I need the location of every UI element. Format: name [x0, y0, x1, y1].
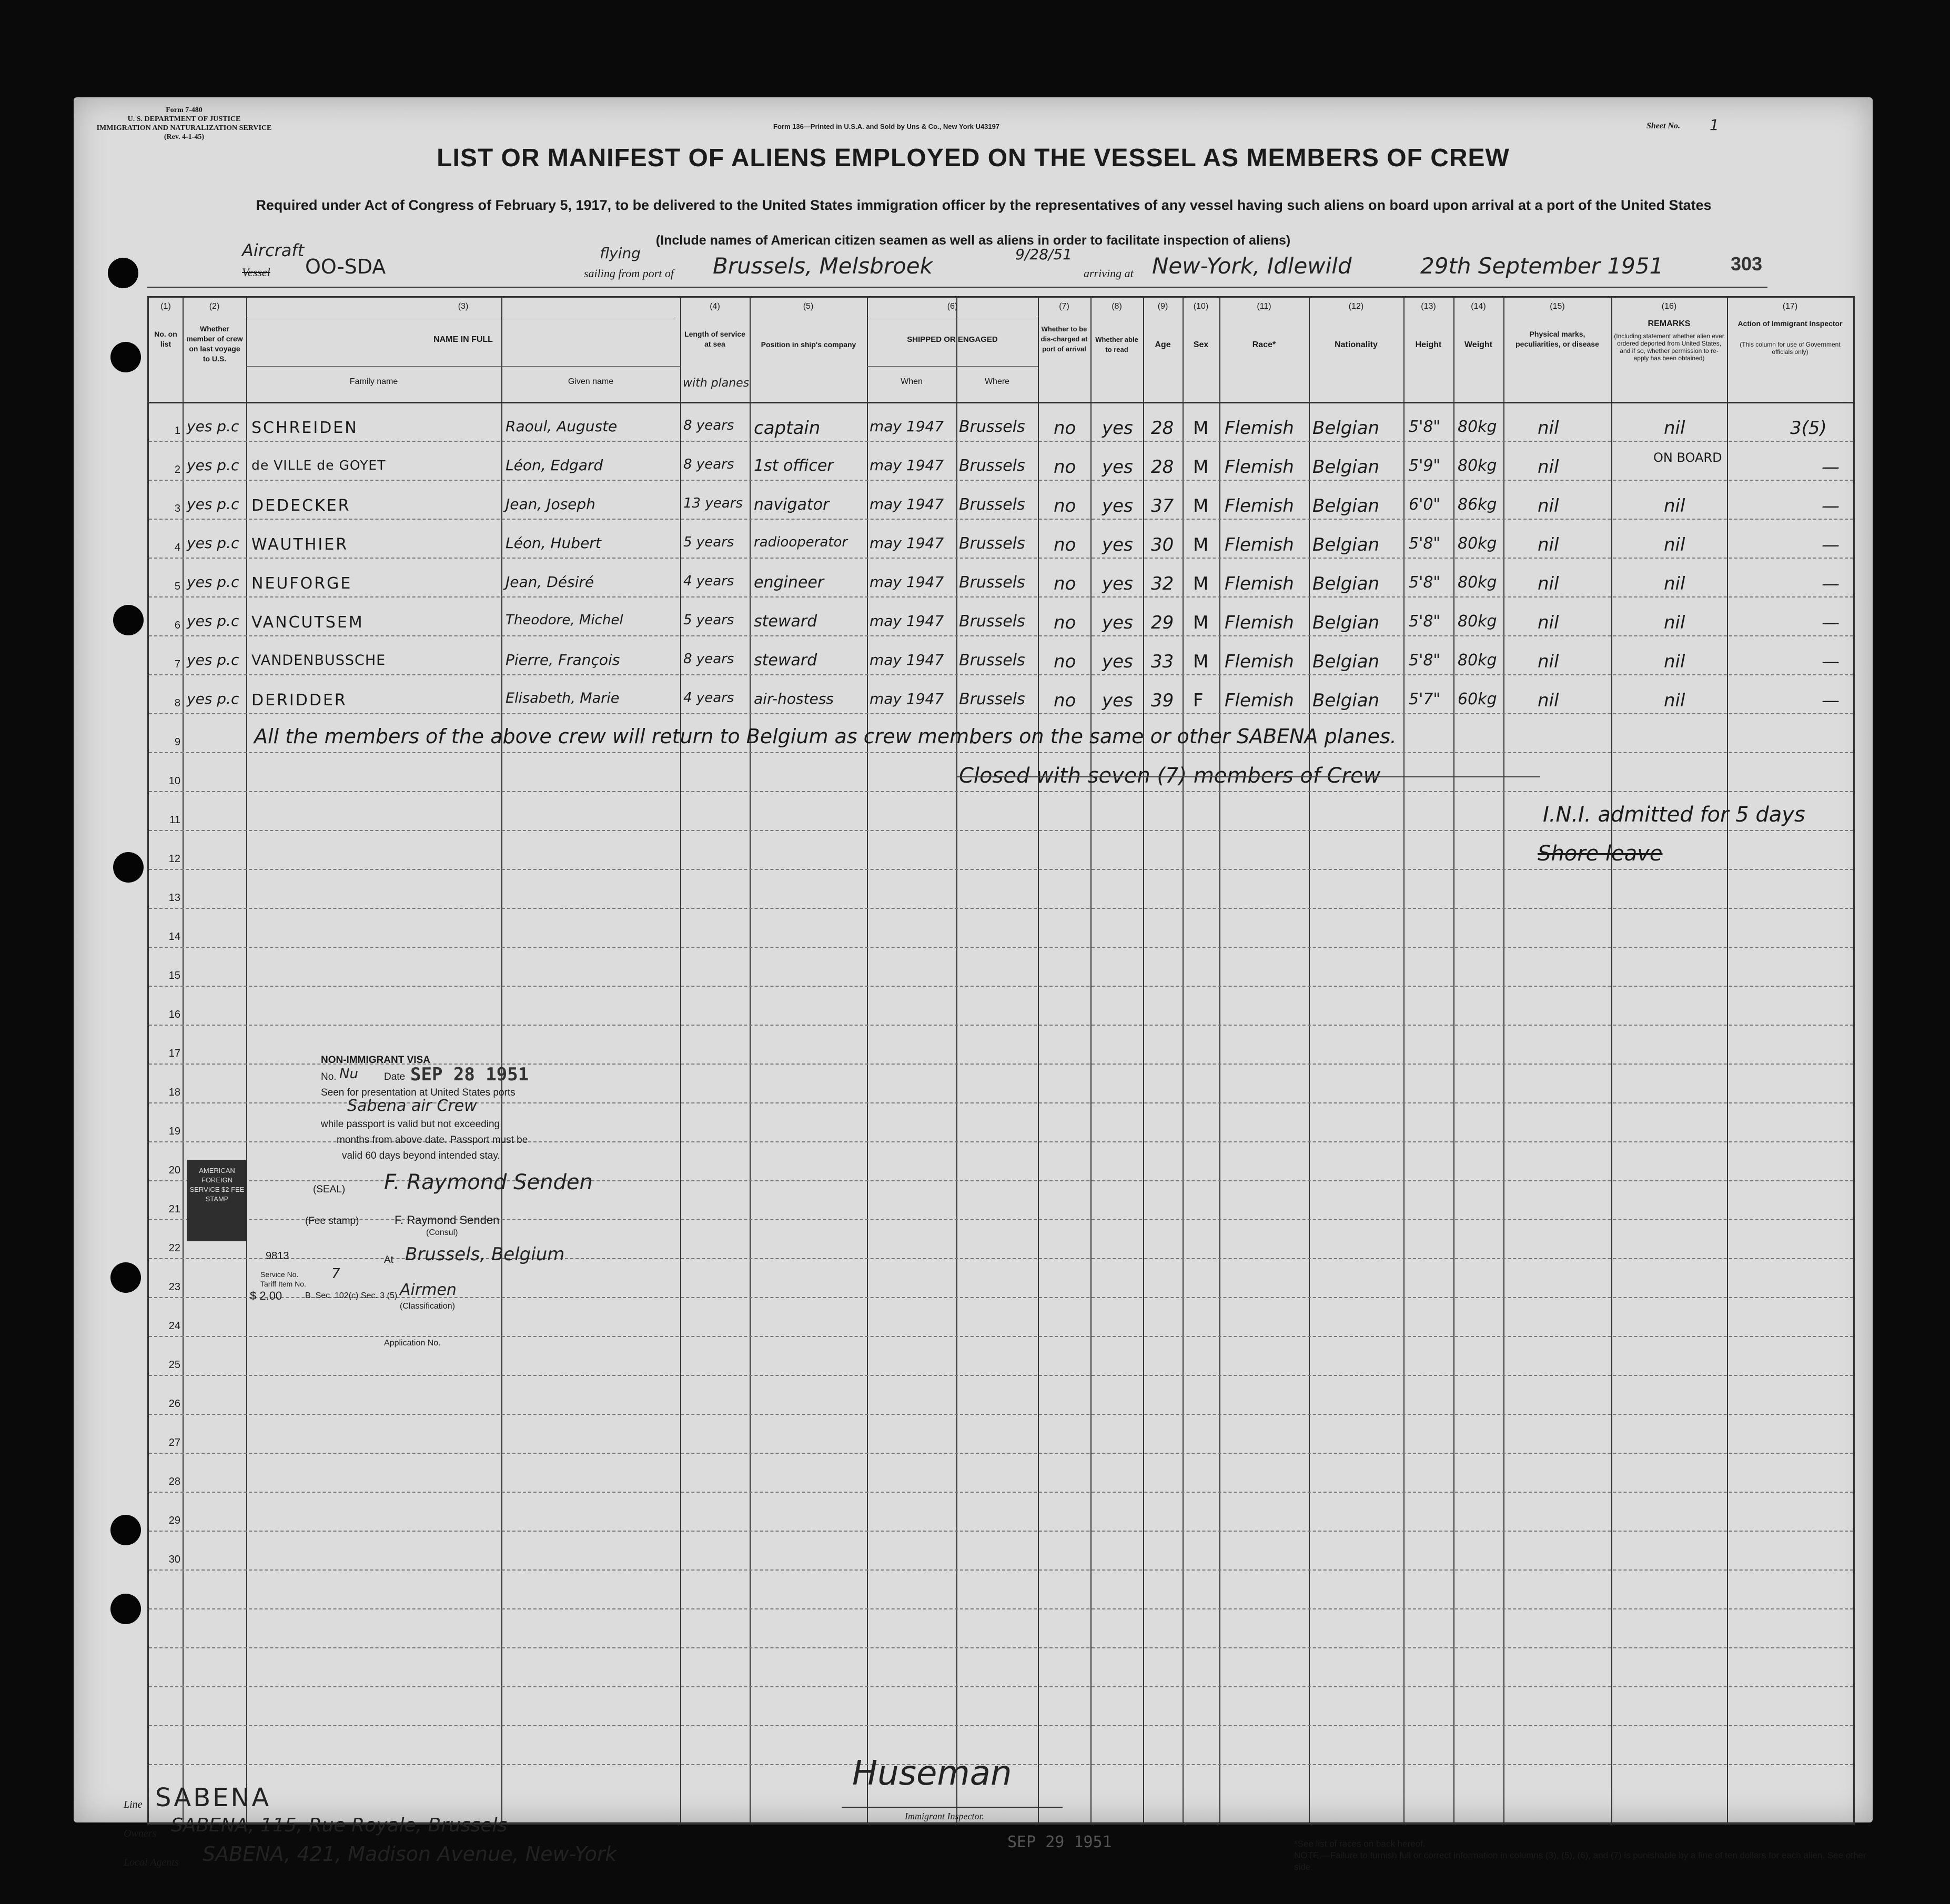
sheet-number: 1	[1710, 116, 1719, 134]
col12-number: (12)	[1348, 302, 1364, 311]
row-number: 30	[168, 1554, 180, 1565]
age-cell: 33	[1151, 651, 1174, 672]
footnote	[1294, 1838, 1867, 1873]
where-cell: Brussels	[959, 573, 1025, 592]
given-name-cell: Pierre, François	[506, 651, 620, 669]
application-label: Application No.	[384, 1339, 441, 1348]
discharged-cell: no	[1054, 495, 1076, 516]
last-voyage-cell: yes p.c	[187, 457, 239, 474]
col8-heading: Whether able to read	[1095, 336, 1138, 353]
when-cell: may 1947	[870, 612, 944, 630]
visa-line3: months from above date. Passport must be	[337, 1135, 528, 1146]
nationality-cell: Belgian	[1312, 418, 1380, 439]
col2-heading: Whether member of crew on last voyage to U.S.	[186, 325, 243, 363]
col10-number: (10)	[1193, 302, 1209, 311]
height-cell: 5'8"	[1409, 651, 1441, 670]
read-cell: yes	[1102, 612, 1133, 633]
race-cell: Flemish	[1225, 651, 1294, 672]
where-cell: Brussels	[959, 495, 1025, 514]
fee-stamp-icon	[187, 1160, 247, 1241]
row-number: 26	[168, 1398, 180, 1410]
shore-leave-note: Shore leave	[1538, 842, 1663, 866]
col17-heading: Action of Immigrant Inspector	[1737, 319, 1843, 328]
visa-date-label: Date	[384, 1071, 406, 1082]
service-cell: 5 years	[683, 534, 734, 550]
non-immigrant-visa-stamp	[226, 1055, 700, 1396]
age-cell: 28	[1151, 418, 1174, 439]
service-cell: 5 years	[683, 612, 734, 628]
last-voyage-cell: yes p.c	[187, 690, 239, 707]
admission-note: I.N.I. admitted for 5 days	[1543, 803, 1805, 827]
col5-heading: Position in ship's company	[761, 340, 856, 349]
action-cell: —	[1822, 457, 1840, 478]
col11-number: (11)	[1257, 302, 1271, 311]
col1-number: (1)	[160, 302, 171, 311]
action-cell: —	[1822, 651, 1840, 672]
discharged-cell: no	[1054, 690, 1076, 711]
last-voyage-cell: yes p.c	[187, 495, 239, 513]
col14-number: (14)	[1471, 302, 1486, 311]
service-cell: 4 years	[683, 690, 734, 706]
position-cell: engineer	[754, 573, 824, 592]
binder-hole	[113, 852, 144, 883]
row-number: 8	[174, 697, 180, 709]
col5-number: (5)	[803, 302, 814, 311]
last-voyage-cell: yes p.c	[187, 418, 239, 435]
col16-heading: REMARKS	[1648, 319, 1691, 328]
row-number: 14	[168, 931, 180, 943]
sex-cell: M	[1193, 534, 1209, 555]
row-number: 2	[174, 464, 180, 475]
col9-heading: Age	[1155, 340, 1171, 349]
col17-number: (17)	[1782, 302, 1798, 311]
row-number: 10	[168, 775, 180, 787]
col10-heading: Sex	[1193, 340, 1209, 349]
last-voyage-cell: yes p.c	[187, 573, 239, 591]
sex-cell: M	[1193, 573, 1209, 594]
line-value: SABENA	[155, 1783, 271, 1812]
row-number: 9	[174, 736, 180, 748]
when-cell: may 1947	[870, 534, 944, 552]
marks-cell: nil	[1538, 495, 1559, 516]
footnote-races: *See list of races on back hereof.	[1294, 1839, 1426, 1849]
row-number: 11	[169, 814, 180, 826]
col2-number: (2)	[209, 302, 220, 311]
given-name-cell: Léon, Hubert	[506, 534, 601, 552]
line-label: Line	[124, 1799, 143, 1810]
discharged-cell: no	[1054, 612, 1076, 633]
action-cell: —	[1822, 534, 1840, 555]
where-heading: Where	[984, 377, 1010, 386]
inspector-label: Immigrant Inspector.	[905, 1811, 984, 1821]
when-cell: may 1947	[870, 418, 944, 435]
weight-cell: 86kg	[1458, 495, 1497, 514]
when-cell: may 1947	[870, 651, 944, 669]
form-print-line: Form 136—Printed in U.S.A. and Sold by Uns & Co., New York U43197	[773, 123, 1000, 130]
discharged-cell: no	[1054, 651, 1076, 672]
col14-heading: Weight	[1464, 340, 1493, 349]
given-name-heading: Given name	[568, 377, 614, 386]
marks-cell: nil	[1538, 651, 1559, 672]
inspector-rule	[842, 1807, 1063, 1808]
position-cell: steward	[754, 651, 817, 670]
marks-cell: nil	[1538, 612, 1559, 633]
sex-cell: M	[1193, 651, 1209, 672]
col12-heading: Nationality	[1335, 340, 1378, 349]
action-cell: 3(5)	[1790, 418, 1827, 439]
row-number: 13	[168, 892, 180, 904]
weight-cell: 80kg	[1458, 573, 1497, 592]
binder-hole	[108, 258, 138, 288]
visa-header: NON-IMMIGRANT VISA	[321, 1055, 430, 1066]
document-subnote: (Include names of American citizen seamen as well as aliens in order to facilitate inspection of aliens)	[655, 233, 1291, 248]
nationality-cell: Belgian	[1312, 457, 1380, 478]
col9-number: (9)	[1157, 302, 1168, 311]
when-cell: may 1947	[870, 690, 944, 707]
family-name-cell: DERIDDER	[251, 691, 347, 710]
sailing-label: sailing from port of	[584, 267, 674, 280]
height-cell: 5'8"	[1409, 534, 1441, 553]
height-cell: 5'9"	[1409, 457, 1441, 475]
row-number: 24	[168, 1320, 180, 1332]
height-cell: 5'8"	[1409, 612, 1441, 631]
col4-heading: Length of service at sea	[684, 330, 745, 348]
read-cell: yes	[1102, 495, 1133, 516]
visa-classification-label: (Classification)	[400, 1302, 455, 1311]
remarks-cell: nil	[1664, 418, 1685, 439]
row-number: 6	[174, 620, 180, 631]
sex-cell: M	[1193, 495, 1209, 516]
service-cell: 8 years	[683, 457, 734, 472]
service-no-label: Service No.	[260, 1270, 299, 1279]
remarks-cell: nil	[1664, 534, 1685, 555]
col4-number: (4)	[710, 302, 720, 311]
position-cell: radiooperator	[754, 534, 848, 550]
col15-number: (15)	[1550, 302, 1565, 311]
consul-name: F. Raymond Senden	[395, 1213, 500, 1227]
vessel-prefix: Aircraft	[242, 240, 305, 260]
visa-line1: Seen for presentation at United States ports	[321, 1087, 516, 1098]
row-number: 28	[168, 1476, 180, 1487]
discharged-cell: no	[1054, 534, 1076, 555]
binder-hole	[110, 342, 141, 372]
action-cell: —	[1822, 612, 1840, 633]
discharged-cell: no	[1054, 573, 1076, 594]
given-name-cell: Theodore, Michel	[506, 612, 623, 628]
row-number: 19	[168, 1126, 180, 1137]
race-cell: Flemish	[1225, 573, 1294, 594]
row-number: 29	[168, 1515, 180, 1526]
when-cell: may 1947	[870, 573, 944, 591]
weight-cell: 80kg	[1458, 534, 1497, 553]
row-number: 27	[168, 1437, 180, 1449]
arrival-date: 29th September 1951	[1420, 253, 1664, 279]
row-number: 4	[174, 542, 180, 553]
sailing-date: 9/28/51	[1015, 246, 1072, 263]
nationality-cell: Belgian	[1312, 573, 1380, 594]
read-cell: yes	[1102, 651, 1133, 672]
where-cell: Brussels	[959, 612, 1025, 631]
row-number: 17	[168, 1048, 180, 1059]
col8-number: (8)	[1112, 302, 1122, 311]
col6-number: (6)	[947, 302, 958, 311]
col7-number: (7)	[1059, 302, 1069, 311]
consul-signature: F. Raymond Senden	[384, 1170, 593, 1194]
fee-stamp-label: (Fee stamp)	[305, 1216, 359, 1227]
col16-subheading: (Including statement whether alien ever ordered deported from United States, and if so, whether permission to re-apply has been obtained)	[1614, 332, 1724, 362]
binder-hole	[110, 1515, 141, 1545]
age-cell: 39	[1151, 690, 1174, 711]
visa-line2: while passport is valid but not exceeding	[321, 1119, 500, 1130]
document-subtitle: Required under Act of Congress of February 5, 1917, to be delivered to the United States immigration officer by the representatives of any vessel having such aliens on board upon arrival at a port of the United States	[256, 197, 1712, 213]
agents-label: Local Agents	[124, 1857, 179, 1868]
visa-at-label: At	[384, 1254, 393, 1265]
col3-number: (3)	[458, 302, 469, 311]
arriving-label: arriving at	[1084, 267, 1134, 280]
nationality-cell: Belgian	[1312, 651, 1380, 672]
inspector-date-stamp: SEP 29 1951	[1007, 1833, 1112, 1851]
agents-value: SABENA, 421, Madison Avenue, New-York	[203, 1842, 617, 1866]
consul-label: (Consul)	[426, 1228, 458, 1237]
remarks-cell: nil	[1664, 690, 1685, 711]
col17-subheading: (This column for use of Government officials only)	[1740, 341, 1841, 356]
marks-cell: nil	[1538, 418, 1559, 439]
family-name-cell: de VILLE de GOYET	[251, 458, 386, 473]
row-number: 3	[174, 503, 180, 514]
position-cell: 1st officer	[754, 457, 834, 475]
col15-heading: Physical marks, peculiarities, or disease	[1515, 330, 1599, 348]
visa-seal-label: (SEAL)	[313, 1184, 346, 1195]
marks-cell: nil	[1538, 573, 1559, 594]
position-cell: captain	[754, 418, 821, 439]
last-voyage-cell: yes p.c	[187, 612, 239, 630]
nationality-cell: Belgian	[1312, 690, 1380, 711]
tariff-label: Tariff Item No.	[260, 1280, 306, 1288]
visa-crew-note: Sabena air Crew	[347, 1097, 477, 1115]
action-cell: —	[1822, 690, 1840, 711]
return-note: All the members of the above crew will return to Belgium as crew members on the same or other SABENA planes.	[254, 725, 1397, 748]
visa-line4: valid 60 days beyond intended stay.	[342, 1150, 500, 1161]
service-cell: 13 years	[683, 495, 743, 511]
when-cell: may 1947	[870, 495, 944, 513]
col4-handnote: with planes	[683, 377, 750, 390]
owners-label: Owners	[124, 1828, 157, 1839]
row-number: 22	[168, 1242, 180, 1254]
read-cell: yes	[1102, 418, 1133, 439]
age-cell: 28	[1151, 457, 1174, 478]
col13-heading: Height	[1415, 340, 1442, 349]
nationality-cell: Belgian	[1312, 612, 1380, 633]
manifest-sheet	[74, 97, 1873, 1872]
race-cell: Flemish	[1225, 534, 1294, 555]
family-name-heading: Family name	[349, 377, 398, 386]
remarks-cell: nil	[1664, 651, 1685, 672]
service-cell: 4 years	[683, 573, 734, 589]
height-cell: 5'7"	[1409, 690, 1441, 708]
discharged-cell: no	[1054, 457, 1076, 478]
race-cell: Flemish	[1225, 612, 1294, 633]
where-cell: Brussels	[959, 534, 1025, 553]
arriving-port: New-York, Idlewild	[1152, 253, 1352, 279]
given-name-cell: Elisabeth, Marie	[506, 690, 620, 706]
closing-note: Closed with seven (7) members of Crew	[959, 764, 1381, 788]
service-no: 9813	[266, 1250, 289, 1262]
footnote-penalty: NOTE.—Failure to furnish full or correct information in columns (3), (5), (6), and (7) is punishable by a fine of ten dollars for each alien. See other side.	[1294, 1850, 1866, 1872]
inspector-signature: Huseman	[852, 1754, 1012, 1793]
family-name-cell: VANCUTSEM	[251, 613, 364, 632]
fee-stamp-text: AMERICAN FOREIGN SERVICE $2 FEE STAMP	[189, 1167, 245, 1203]
sex-cell: F	[1193, 690, 1204, 711]
discharged-cell: no	[1054, 418, 1076, 439]
family-name-cell: NEUFORGE	[251, 574, 352, 593]
sex-cell: M	[1193, 418, 1209, 439]
owners-value: SABENA, 115, Rue Royale, Brussels	[171, 1815, 508, 1836]
remarks-cell: ON BOARD	[1653, 450, 1722, 465]
marks-cell: nil	[1538, 457, 1559, 478]
col13-number: (13)	[1421, 302, 1436, 311]
closing-underline	[956, 776, 1540, 777]
document-number: 303	[1731, 253, 1763, 275]
col1-heading: No. on list	[154, 330, 177, 348]
document-title: LIST OR MANIFEST OF ALIENS EMPLOYED ON THE VESSEL AS MEMBERS OF CREW	[437, 144, 1510, 172]
voyage-rule	[147, 287, 1767, 288]
row-number: 15	[168, 970, 180, 981]
vessel-name: OO-SDA	[305, 255, 386, 278]
sailing-prefix: flying	[600, 245, 641, 262]
row-number: 12	[168, 853, 180, 865]
sex-cell: M	[1193, 612, 1209, 633]
age-cell: 37	[1151, 495, 1174, 516]
row-number: 20	[168, 1164, 180, 1176]
age-cell: 32	[1151, 573, 1174, 594]
visa-no-label: No.	[321, 1071, 337, 1082]
weight-cell: 60kg	[1458, 690, 1497, 708]
marks-cell: nil	[1538, 534, 1559, 555]
row-number: 16	[168, 1009, 180, 1020]
col16-number: (16)	[1661, 302, 1677, 311]
race-cell: Flemish	[1225, 418, 1294, 439]
visa-no: Nu	[339, 1066, 358, 1082]
visa-at-place: Brussels, Belgium	[405, 1244, 565, 1265]
given-name-cell: Jean, Désiré	[506, 573, 594, 591]
visa-fee: $ 2.00	[250, 1289, 282, 1302]
read-cell: yes	[1102, 690, 1133, 711]
race-cell: Flemish	[1225, 690, 1294, 711]
given-name-cell: Léon, Edgard	[506, 457, 603, 474]
visa-date-stamp: SEP 28 1951	[410, 1064, 529, 1085]
visa-classification: Airmen	[400, 1281, 457, 1299]
sailing-port: Brussels, Melsbroek	[713, 253, 933, 279]
nationality-cell: Belgian	[1312, 534, 1380, 555]
marks-cell: nil	[1538, 690, 1559, 711]
given-name-cell: Raoul, Auguste	[506, 418, 618, 435]
height-cell: 6'0"	[1409, 495, 1441, 514]
sex-cell: M	[1193, 457, 1209, 478]
row-number: 25	[168, 1359, 180, 1371]
row-number: 1	[174, 425, 180, 437]
where-cell: Brussels	[959, 651, 1025, 670]
race-cell: Flemish	[1225, 457, 1294, 478]
weight-cell: 80kg	[1458, 651, 1497, 670]
service-cell: 8 years	[683, 651, 734, 667]
row-number: 5	[174, 581, 180, 592]
col3-heading: NAME IN FULL	[433, 335, 493, 344]
when-heading: When	[901, 377, 923, 386]
read-cell: yes	[1102, 457, 1133, 478]
action-cell: —	[1822, 573, 1840, 594]
service-cell: 8 years	[683, 418, 734, 433]
binder-hole	[110, 1594, 141, 1624]
tariff-no: 7	[331, 1266, 340, 1282]
col6-heading: SHIPPED OR ENGAGED	[907, 335, 998, 344]
row-number: 7	[174, 659, 180, 670]
position-cell: navigator	[754, 495, 830, 514]
weight-cell: 80kg	[1458, 612, 1497, 631]
race-cell: Flemish	[1225, 495, 1294, 516]
position-cell: air-hostess	[754, 690, 834, 707]
where-cell: Brussels	[959, 457, 1025, 475]
height-cell: 5'8"	[1409, 573, 1441, 592]
binder-hole	[110, 1262, 141, 1293]
remarks-cell: nil	[1664, 495, 1685, 516]
vessel-label: Vessel	[242, 266, 270, 279]
last-voyage-cell: yes p.c	[187, 651, 239, 669]
visa-section: B. Sec. 102(c) Sec. 3 (5)	[305, 1291, 398, 1300]
action-cell: —	[1822, 495, 1840, 516]
col7-heading: Whether to be dis-charged at port of arrival	[1040, 325, 1088, 353]
age-cell: 29	[1151, 612, 1174, 633]
nationality-cell: Belgian	[1312, 495, 1380, 516]
binder-hole	[113, 605, 144, 635]
given-name-cell: Jean, Joseph	[506, 495, 595, 513]
weight-cell: 80kg	[1458, 457, 1497, 475]
remarks-cell: nil	[1664, 573, 1685, 594]
where-cell: Brussels	[959, 418, 1025, 436]
row-number: 18	[168, 1087, 180, 1098]
family-name-cell: DEDECKER	[251, 497, 351, 515]
position-cell: steward	[754, 612, 817, 631]
row-number: 21	[168, 1203, 180, 1215]
read-cell: yes	[1102, 573, 1133, 594]
remarks-cell: nil	[1664, 612, 1685, 633]
family-name-cell: VANDENBUSSCHE	[251, 652, 386, 669]
weight-cell: 80kg	[1458, 418, 1497, 436]
height-cell: 5'8"	[1409, 418, 1441, 436]
sheet-number-label: Sheet No.	[1646, 121, 1680, 130]
family-name-cell: SCHREIDEN	[251, 419, 358, 437]
when-cell: may 1947	[870, 457, 944, 474]
col11-heading: Race*	[1252, 340, 1276, 349]
form-identifier: Form 7-480 U. S. DEPARTMENT OF JUSTICE IMMIGRATION AND NATURALIZATION SERVICE (Rev. 4-1-45)	[96, 106, 272, 141]
age-cell: 30	[1151, 534, 1174, 555]
row-number: 23	[168, 1281, 180, 1293]
last-voyage-cell: yes p.c	[187, 534, 239, 552]
family-name-cell: WAUTHIER	[251, 535, 349, 554]
where-cell: Brussels	[959, 690, 1025, 708]
read-cell: yes	[1102, 534, 1133, 555]
